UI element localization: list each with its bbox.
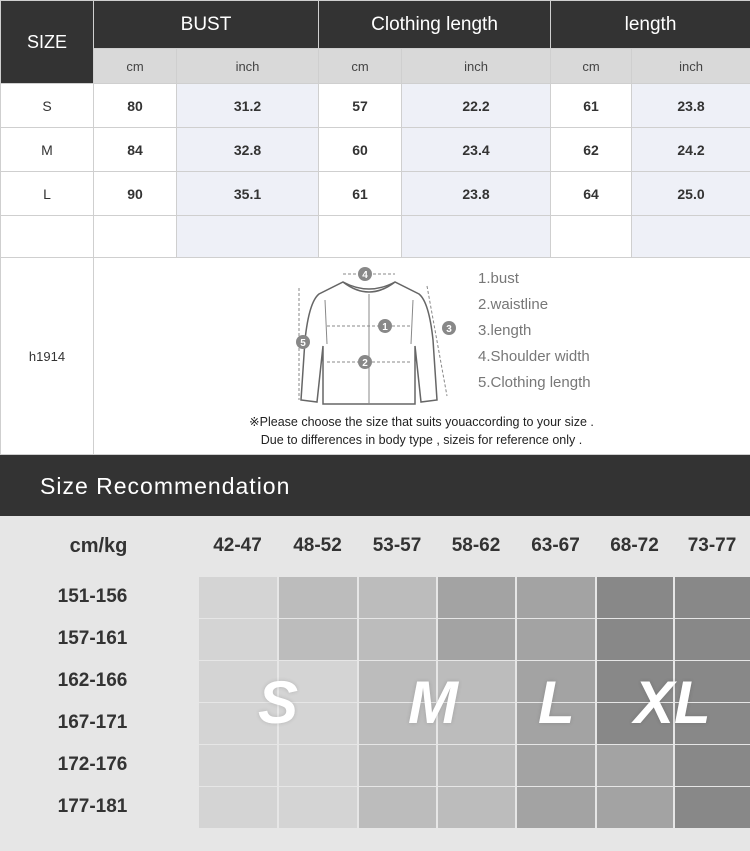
size-cell-m — [279, 619, 357, 660]
size-cell-m — [359, 787, 436, 828]
size-cell-s — [279, 787, 357, 828]
weight-header: 53-57 — [372, 535, 422, 556]
marker-label: 5 — [300, 338, 306, 349]
size-cell-xl — [597, 619, 673, 660]
bust-header: BUST — [94, 1, 319, 49]
size-cell-s — [199, 577, 277, 618]
unit-label: cm — [319, 49, 402, 84]
size-cell-s — [199, 619, 277, 660]
weight-header: 73-77 — [687, 535, 737, 556]
size-cell-m — [359, 619, 436, 660]
height-header: 167-171 — [57, 712, 128, 733]
size-zone-label: L — [538, 669, 575, 736]
height-header: 151-156 — [57, 586, 128, 607]
marker-label: 3 — [446, 324, 452, 335]
jacket-diagram — [269, 260, 469, 410]
size-cell-s — [199, 787, 277, 828]
legend-item: 5.Clothing length — [478, 374, 591, 391]
size-cell-l — [597, 787, 673, 828]
size-cell-s — [279, 745, 357, 786]
table-cell: 22.2 — [402, 84, 551, 128]
unit-label: inch — [402, 49, 551, 84]
table-cell: 61 — [319, 172, 402, 216]
size-label: M — [1, 128, 94, 172]
height-header: 157-161 — [57, 628, 128, 649]
weight-header: 63-67 — [531, 535, 580, 556]
table-row — [1, 84, 750, 128]
unit-label: inch — [177, 49, 319, 84]
legend-item: 3.length — [478, 322, 532, 339]
size-label: L — [1, 172, 94, 216]
clothing-length-header: Clothing length — [319, 1, 551, 49]
measurement-diagram-cell — [94, 258, 750, 455]
size-zone-label: M — [408, 669, 458, 736]
recommendation-grid — [0, 516, 750, 851]
measurement-legend — [478, 266, 591, 396]
size-note: ※Please choose the size that suits youaccording to your size . — [249, 415, 594, 429]
table-cell: 31.2 — [177, 84, 319, 128]
table-cell: 35.1 — [177, 172, 319, 216]
size-cell-xl — [675, 619, 750, 660]
size-cell-l — [517, 619, 595, 660]
table-cell: 57 — [319, 84, 402, 128]
weight-header: 58-62 — [451, 535, 501, 556]
size-cell-l — [517, 577, 595, 618]
table-cell: 60 — [319, 128, 402, 172]
size-cell-m — [438, 787, 515, 828]
marker-label: 4 — [362, 270, 368, 281]
height-header: 172-176 — [57, 754, 128, 775]
unit-label: inch — [632, 49, 750, 84]
size-cell-m — [279, 577, 357, 618]
recommendation-header — [0, 455, 750, 516]
size-header: SIZE — [1, 1, 94, 84]
unit-label: cm — [94, 49, 177, 84]
weight-header: 42-47 — [213, 535, 262, 556]
size-cell-l — [597, 745, 673, 786]
unit-label: cm — [551, 49, 632, 84]
table-cell: 23.8 — [632, 84, 750, 128]
legend-item: 4.Shoulder width — [478, 348, 590, 365]
legend-item: 2.waistline — [478, 296, 549, 313]
size-note: Due to differences in body type , sizeis for reference only . — [260, 433, 583, 447]
table-cell: 23.8 — [402, 172, 551, 216]
weight-header: 68-72 — [610, 535, 659, 556]
legend-item: 1.bust — [478, 270, 519, 287]
size-cell-m — [359, 745, 436, 786]
marker-label: 2 — [362, 358, 368, 369]
size-cell-s — [199, 745, 277, 786]
table-row — [1, 172, 750, 216]
size-label: S — [1, 84, 94, 128]
table-cell: 25.0 — [632, 172, 750, 216]
recommendation-title: Size Recommendation — [40, 473, 291, 499]
size-cell-l — [438, 619, 515, 660]
size-cell-xl — [597, 577, 673, 618]
size-cell-xl — [675, 577, 750, 618]
table-cell: 62 — [551, 128, 632, 172]
table-cell: 32.8 — [177, 128, 319, 172]
size-cell-m — [359, 577, 436, 618]
product-code: h1914 — [1, 258, 94, 455]
marker-label: 1 — [382, 322, 388, 333]
height-header: 177-181 — [57, 796, 128, 817]
size-cell-l — [517, 787, 595, 828]
table-cell: 24.2 — [632, 128, 750, 172]
size-zone-label: S — [258, 669, 299, 736]
weight-header: 48-52 — [293, 535, 342, 556]
size-cell-m — [438, 745, 515, 786]
table-row — [1, 128, 750, 172]
table-cell: 84 — [94, 128, 177, 172]
size-cell-xl — [675, 787, 750, 828]
size-cell-l — [438, 577, 515, 618]
size-cell-xl — [675, 745, 750, 786]
table-cell: 80 — [94, 84, 177, 128]
table-cell: 61 — [551, 84, 632, 128]
table-cell: 23.4 — [402, 128, 551, 172]
corner-label: cm/kg — [69, 534, 128, 557]
length-header: length — [551, 1, 750, 49]
size-cell-l — [517, 745, 595, 786]
table-cell: 90 — [94, 172, 177, 216]
size-zone-label: XL — [634, 669, 711, 736]
height-header: 162-166 — [57, 670, 128, 691]
empty-row — [1, 216, 750, 258]
table-cell: 64 — [551, 172, 632, 216]
